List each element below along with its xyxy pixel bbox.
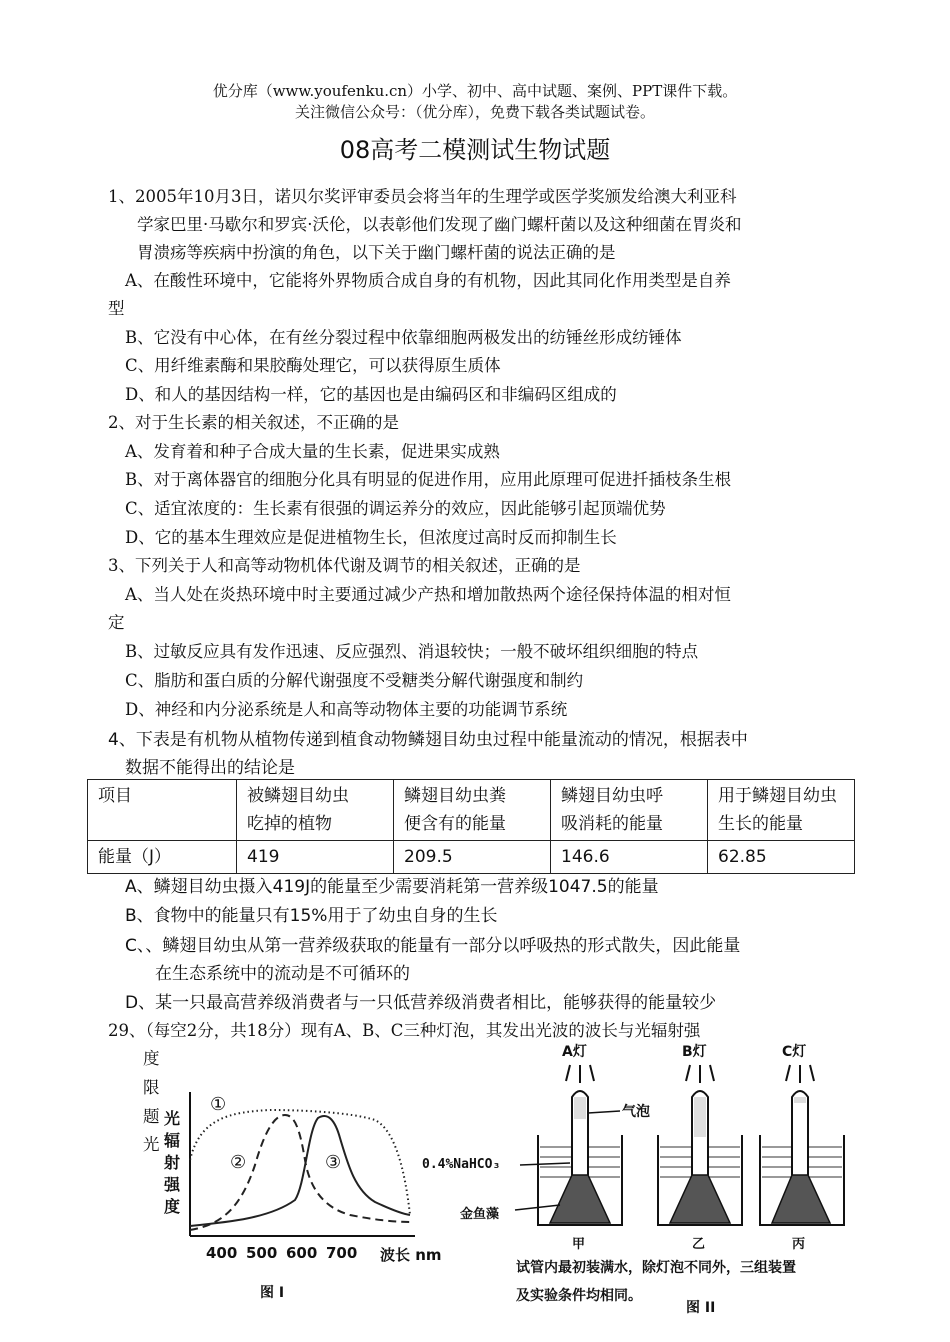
q1-option-d: D、和人的基因结构一样，它的基因也是由编码区和非编码区组成的 [125, 385, 617, 404]
table-header-row [88, 780, 855, 841]
q3-option-c: C、脂肪和蛋白质的分解代谢强度不受糖类分解代谢强度和制约 [125, 671, 584, 690]
header-line-1: 优分库（www.youfenku.cn）小学、初中、高中试题、案例、PPT课件下载。 [212, 82, 738, 100]
q4-option-a: A、鳞翅目幼虫摄入419J的能量至少需要消耗第一营养级1047.5的能量 [125, 877, 659, 897]
light-rays [566, 1065, 814, 1083]
q1-option-c: C、用纤维素酶和果胶酶处理它，可以获得原生质体 [125, 356, 501, 375]
fig1-caption: 图 I [260, 1285, 285, 1301]
fig2-note-2: 及实验条件均相同。 [516, 1288, 642, 1304]
table-header-cell [237, 780, 394, 841]
header-text: 用于鳞翅目幼虫 [718, 786, 837, 806]
table-cell: 146.6 [551, 841, 708, 874]
curve-label-2: ② [230, 1152, 247, 1173]
q29-stem: 29、（每空2分，共18分）现有A、B、C三种灯泡，其发出光波的波长与光辐射强 [108, 1021, 701, 1040]
bubble-a [574, 1097, 586, 1119]
figure-2 [420, 1045, 860, 1335]
test-tubes [572, 1091, 808, 1175]
q3-stem: 3、下列关于人和高等动物机体代谢及调节的相关叙述，正确的是 [108, 556, 581, 575]
curve-1 [190, 1110, 410, 1215]
algae-label: 金鱼藻 [460, 1207, 500, 1222]
tube-label-bing: 丙 [792, 1237, 806, 1252]
q3-option-d: D、神经和内分泌系统是人和高等动物体主要的功能调节系统 [125, 700, 568, 719]
page-title: 08高考二模测试生物试题 [339, 136, 611, 164]
q4-option-b: B、食物中的能量只有15%用于了幼虫自身的生长 [125, 906, 498, 926]
q2-option-a: A、发育着和种子合成大量的生长素，促进果实成熟 [125, 442, 500, 461]
table-cell: 419 [237, 841, 394, 874]
table-header-cell [708, 780, 855, 841]
header-text: 被鳞翅目幼虫 [247, 786, 349, 806]
curve-2 [190, 1115, 410, 1230]
ylabel-char: 光 [164, 1109, 181, 1128]
fig1-plot [160, 1090, 460, 1310]
bubble-c [794, 1097, 806, 1103]
q3-option-a-1: A、当人处在炎热环境中时主要通过减少产热和增加散热两个途径保持体温的相对恒 [125, 585, 731, 604]
q1-option-a-1: A、在酸性环境中，它能将外界物质合成自身的有机物，因此其同化作用类型是自养 [125, 271, 731, 290]
fig2-note-1: 试管内最初装满水，除灯泡不同外，三组装置 [516, 1260, 796, 1276]
lamp-c-label: C灯 [782, 1044, 807, 1060]
header-text: 吃掉的植物 [247, 814, 332, 834]
x-axis-label: 波长 nm [380, 1246, 442, 1264]
q2-option-d: D、它的基本生理效应是促进植物生长，但浓度过高时反而抑制生长 [125, 528, 617, 547]
figure-1 [160, 1090, 460, 1310]
bubble-label: 气泡 [622, 1104, 650, 1120]
table-cell: 能量（J） [88, 841, 237, 874]
q4-stem-2: 数据不能得出的结论是 [125, 758, 295, 778]
x-tick: 600 [286, 1244, 318, 1262]
bubble-pointer [588, 1111, 620, 1113]
ylabel-char: 度 [164, 1197, 181, 1216]
x-tick: 500 [246, 1244, 278, 1262]
curve-label-3: ③ [325, 1152, 342, 1173]
q4-option-d: D、某一只最高营养级消费者与一只低营养级消费者相比，能够获得的能量较少 [125, 993, 717, 1013]
funnels [550, 1175, 830, 1223]
solution-label: 0.4%NaHCO₃ [422, 1157, 501, 1172]
table-header-cell [551, 780, 708, 841]
energy-table [87, 779, 855, 874]
q29-side-char: 题 [143, 1107, 160, 1126]
q4-stem-1: 4、下表是有机物从植物传递到植食动物鳞翅目幼虫过程中能量流动的情况，根据表中 [108, 730, 748, 750]
fig2-caption: 图 II [686, 1300, 716, 1316]
ylabel-char: 射 [164, 1153, 181, 1172]
header-text: 吸消耗的能量 [561, 814, 663, 834]
q3-option-b: B、过敏反应具有发作迅速、反应强烈、消退较快；一般不破坏组织细胞的特点 [125, 642, 699, 661]
lamp-a-label: A灯 [562, 1044, 587, 1060]
curve-label-1: ① [210, 1094, 227, 1115]
ylabel-char: 辐 [164, 1131, 181, 1150]
q2-stem: 2、对于生长素的相关叙述，不正确的是 [108, 413, 399, 432]
bubble-b [694, 1097, 706, 1137]
table-row [88, 841, 855, 874]
header-text: 鳞翅目幼虫粪 [404, 786, 506, 806]
q1-option-a-2: 型 [108, 299, 125, 318]
q1-stem-1: 1、2005年10月3日，诺贝尔奖评审委员会将当年的生理学或医学奖颁发给澳大利亚科 [108, 187, 737, 206]
q1-stem-3: 胃溃疡等疾病中扮演的角色，以下关于幽门螺杆菌的说法正确的是 [137, 243, 616, 262]
q2-option-c: C、适宜浓度的：生长素有很强的调运养分的效应，因此能够引起顶端优势 [125, 499, 666, 518]
q29-side-char: 光 [143, 1135, 160, 1154]
header-line-2: 关注微信公众号：（优分库），免费下载各类试题试卷。 [294, 103, 655, 121]
q4-option-c-1: C、、鳞翅目幼虫从第一营养级获取的能量有一部分以呼吸热的形式散失，因此能量 [125, 936, 741, 956]
q1-option-b: B、它没有中心体，在有丝分裂过程中依靠细胞两极发出的纺锤丝形成纺锤体 [125, 328, 682, 347]
table-header-cell [394, 780, 551, 841]
q4-option-c-2: 在生态系统中的流动是不可循环的 [155, 964, 410, 984]
solution-pointer [520, 1163, 570, 1165]
tube-label-yi: 乙 [692, 1237, 706, 1252]
x-tick: 400 [206, 1244, 238, 1262]
lamp-b-label: B灯 [682, 1044, 707, 1060]
q2-option-b: B、对于离体器官的细胞分化具有明显的促进作用，应用此原理可促进扦插枝条生根 [125, 470, 732, 489]
tube-label-jia: 甲 [572, 1237, 586, 1252]
q3-option-a-2: 定 [108, 613, 125, 632]
table-cell: 62.85 [708, 841, 855, 874]
q29-side-char: 限 [143, 1078, 160, 1097]
header-text: 项目 [98, 786, 132, 806]
ylabel-char: 强 [164, 1175, 181, 1194]
header-text: 生长的能量 [718, 814, 803, 834]
table-cell: 209.5 [394, 841, 551, 874]
header-text: 便含有的能量 [404, 814, 506, 834]
x-tick: 700 [326, 1244, 358, 1262]
table-header-cell [88, 780, 237, 841]
header-text: 鳞翅目幼虫呼 [561, 786, 663, 806]
q1-stem-2: 学家巴里·马歇尔和罗宾·沃伦，以表彰他们发现了幽门螺杆菌以及这种细菌在胃炎和 [137, 215, 742, 234]
q29-side-char: 度 [143, 1049, 160, 1068]
